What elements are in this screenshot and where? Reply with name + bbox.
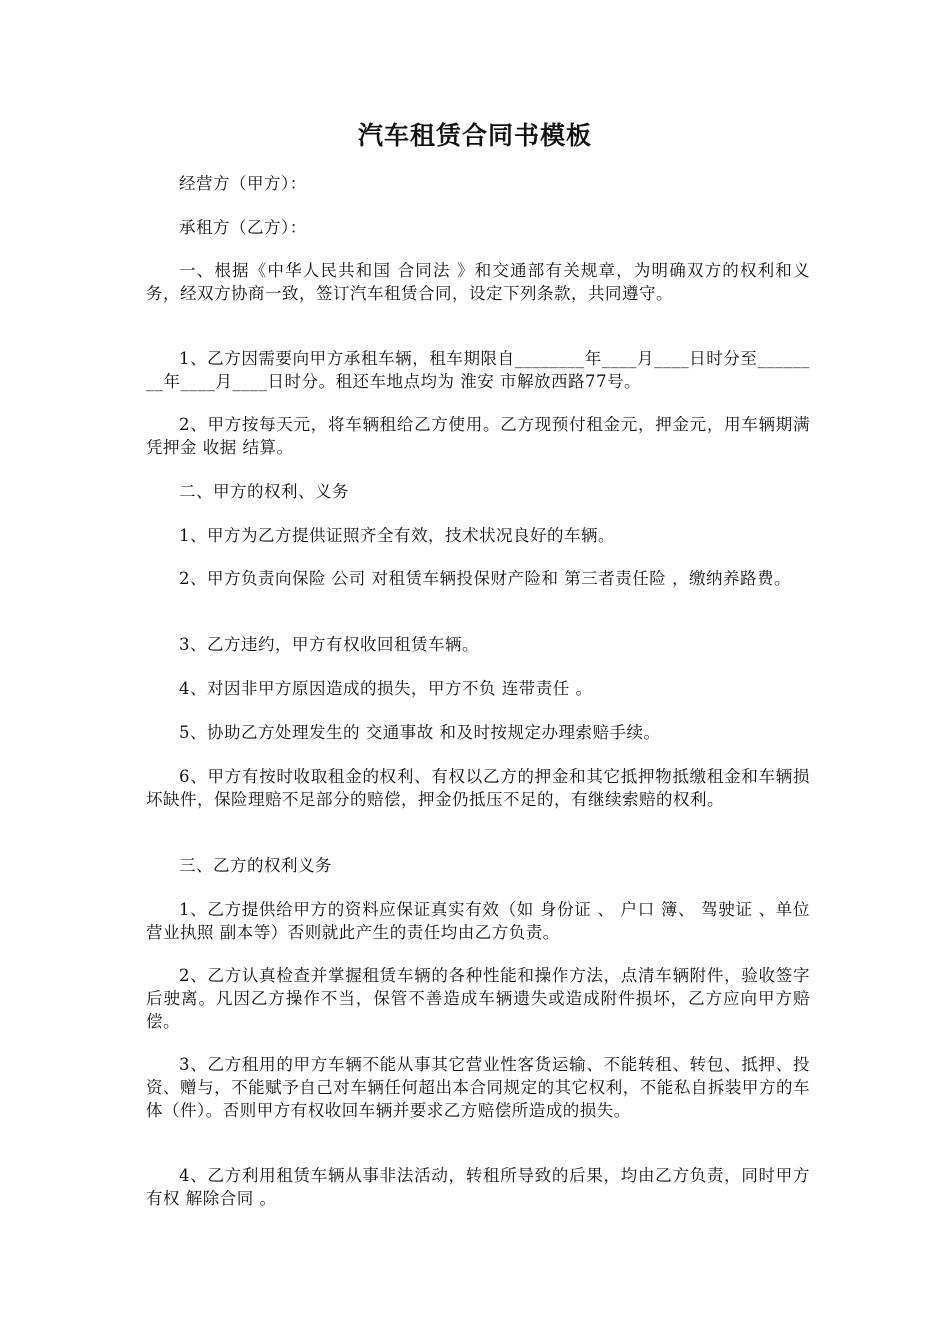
section-3-heading: 三、乙方的权利义务 <box>179 856 332 875</box>
party-b-line: 承租方（乙方）： <box>179 218 307 237</box>
section-1-intro: 一、根据《中华人民共和国 合同法 》和交通部有关规章，为明确双方的权利和义务，经双方协商一致，签订汽车租赁合同，设定下列条款，共同遵守。 <box>146 261 810 303</box>
clause-2-6: 6、甲方有按时收取租金的权利、有权以乙方的押金和其它抵押物抵缴租金和车辆损坏缺件，保险理赔不足部分的赔偿，押金仍抵压不足的，有继续索赔的权利。 <box>146 767 810 809</box>
clause-2-3: 3、乙方违约，甲方有权收回租赁车辆。 <box>179 635 479 654</box>
clause-2-2: 2、甲方负责向保险 公司 对租赁车辆投保财产险和 第三者责任险 ，缴纳养路费。 <box>179 569 791 588</box>
section-2-heading: 二、甲方的权利、义务 <box>179 482 349 501</box>
clause-1-2: 2、甲方按每天元，将车辆租给乙方使用。乙方现预付租金元，押金元，用车辆期满凭押金 收据 结算。 <box>146 415 810 457</box>
clause-1-1: 1、乙方因需要向甲方承租车辆，租车期限自________年____月____日时分至________年____月____日时分。租还车地点均为 淮安 市解放西路77号。 <box>146 349 810 391</box>
clause-2-1: 1、甲方为乙方提供证照齐全有效，技术状况良好的车辆。 <box>179 526 615 545</box>
clause-3-1: 1、乙方提供给甲方的资料应保证真实有效（如 身份证 、 户口 簿、 驾驶证 、单位 营业执照 副本等）否则就此产生的责任均由乙方负责。 <box>146 900 810 942</box>
document-title: 汽车租赁合同书模板 <box>357 121 592 150</box>
clause-3-4: 4、乙方利用租赁车辆从事非法活动，转租所导致的后果，均由乙方负责，同时甲方有权 解除合同 。 <box>146 1166 810 1208</box>
clause-2-4: 4、对因非甲方原因造成的损失，甲方不负 连带责任 。 <box>179 679 593 698</box>
clause-3-2: 2、乙方认真检查并掌握租赁车辆的各种性能和操作方法，点清车辆附件，验收签字后驶离。凡因乙方操作不当，保管不善造成车辆遗失或造成附件损坏，乙方应向甲方赔偿。 <box>146 966 810 1031</box>
party-a-line: 经营方（甲方）： <box>179 174 307 193</box>
clause-3-3: 3、乙方租用的甲方车辆不能从事其它营业性客货运输、不能转租、转包、抵押、投资、赠与，不能赋予自己对车辆任何超出本合同规定的其它权利，不能私自拆装甲方的车体（件）。否则甲方有权收回车辆并要求乙方赔偿所造成的损失。 <box>146 1055 810 1120</box>
clause-2-5: 5、协助乙方处理发生的 交通事故 和及时按规定办理索赔手续。 <box>179 723 661 742</box>
